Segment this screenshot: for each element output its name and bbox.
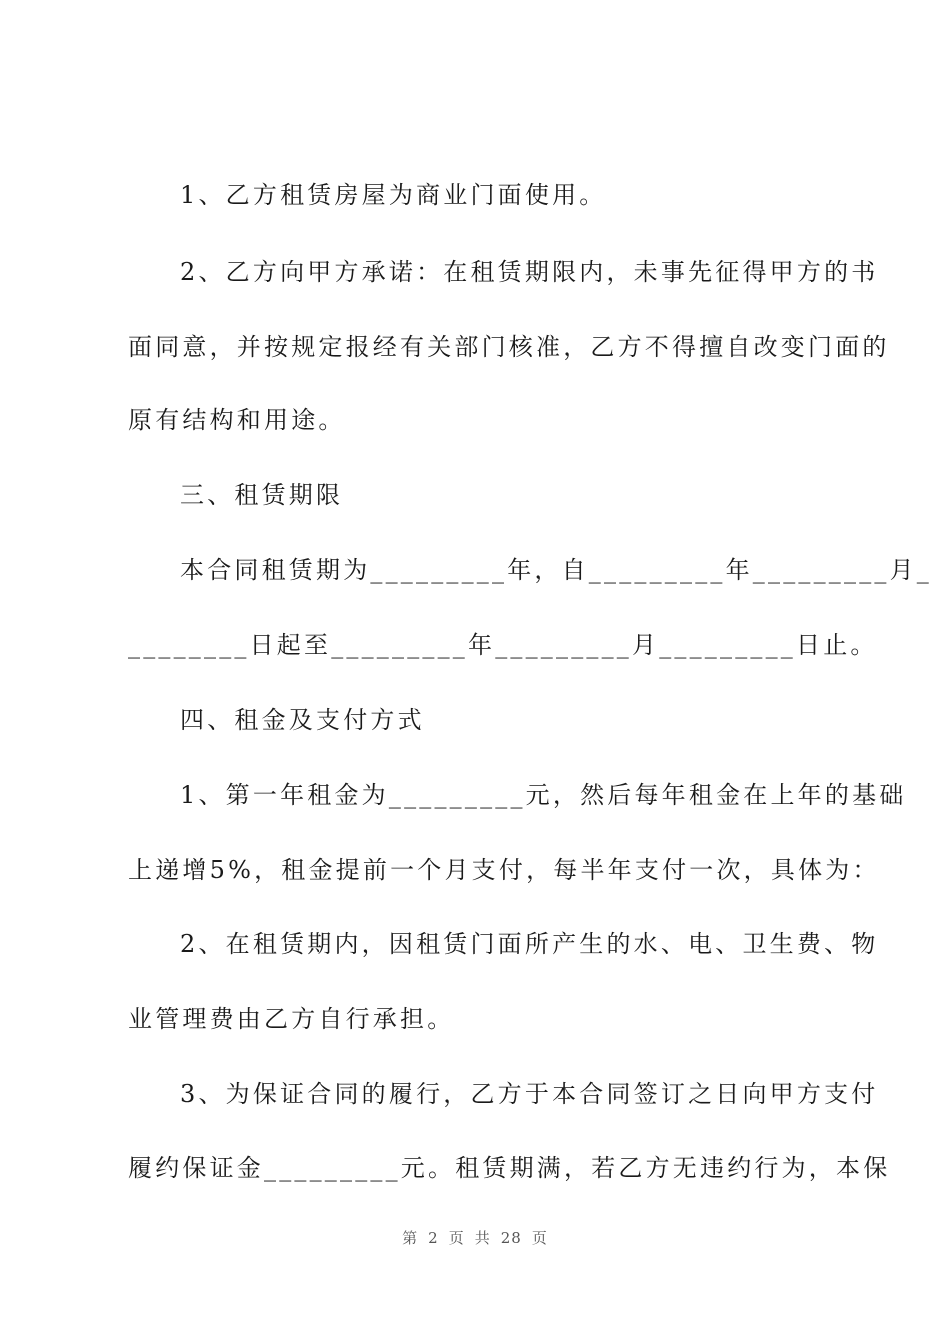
section-heading: 四、租金及支付方式 [180, 706, 425, 734]
paragraph-line: 业管理费由乙方自行承担。 [128, 1005, 455, 1033]
paragraph-line: 上递增5%，租金提前一个月支付，每半年支付一次，具体为： [128, 856, 880, 884]
paragraph-line: 1、第一年租金为_________元，然后每年租金在上年的基础 [180, 781, 907, 809]
paragraph-line: 1、乙方租赁房屋为商业门面使用。 [180, 181, 607, 209]
paragraph-line: 3、为保证合同的履行，乙方于本合同签订之日向甲方支付 [180, 1080, 879, 1108]
paragraph-line: 原有结构和用途。 [128, 406, 346, 434]
paragraph-line: 本合同租赁期为_________年，自_________年_________月_ [180, 556, 932, 584]
footer-total-pages: 28 [500, 1229, 522, 1247]
paragraph-line: ________日起至_________年_________月_________日止。 [128, 631, 878, 659]
footer-ye: 页 [448, 1229, 465, 1247]
paragraph-line: 面同意，并按规定报经有关部门核准，乙方不得擅自改变门面的 [128, 333, 890, 361]
paragraph-line: 2、在租赁期内，因租赁门面所产生的水、电、卫生费、物 [180, 930, 879, 958]
paragraph-line: 履约保证金_________元。租赁期满，若乙方无违约行为，本保 [128, 1154, 891, 1182]
paragraph-line: 2、乙方向甲方承诺：在租赁期限内，未事先征得甲方的书 [180, 258, 879, 286]
page-footer [0, 1228, 950, 1248]
footer-gong: 共 [474, 1229, 491, 1247]
footer-page-number: 2 [428, 1229, 439, 1247]
section-heading: 三、租赁期限 [180, 481, 344, 509]
footer-di: 第 [402, 1229, 419, 1247]
footer-ye2: 页 [531, 1229, 548, 1247]
